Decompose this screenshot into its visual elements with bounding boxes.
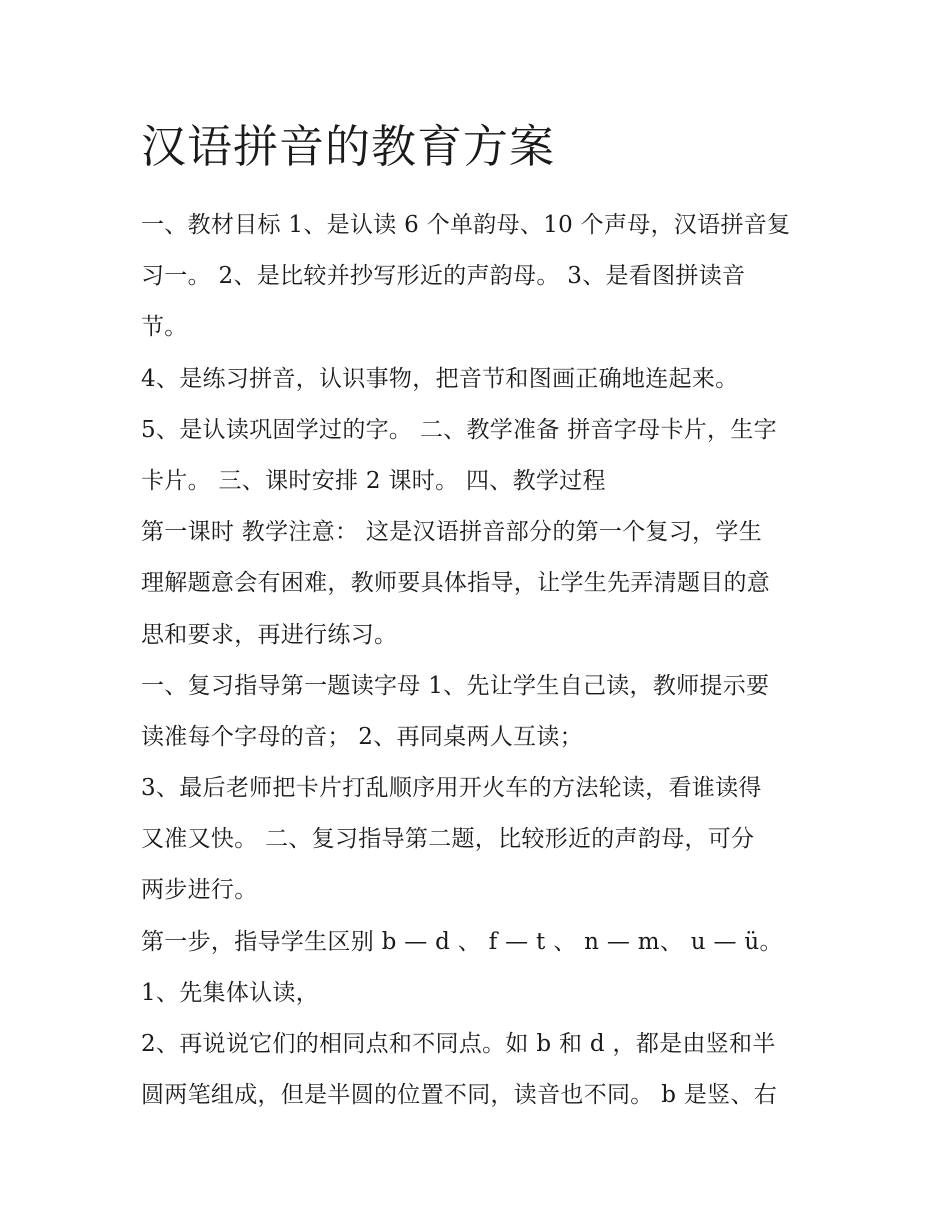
body-line: 习一。 2、是比较并抄写形近的声韵母。 3、是看图拼读音 [141,263,746,290]
body-line: 2、再说说它们的相同点和不同点。如 b 和 d ，都是由竖和半 [141,1031,776,1057]
body-line: 一、复习指导第一题读字母 1、先让学生自己读，教师提示要 [141,672,770,699]
body-line: 3、最后老师把卡片打乱顺序用开火车的方法轮读，看谁读得 [141,775,762,802]
document-body [141,200,821,1121]
body-line: 1、先集体认读， [141,979,320,1006]
body-line: 第一课时 教学注意： 这是汉语拼音部分的第一个复习，学生 [141,519,763,546]
body-line: 节。 [141,314,188,341]
body-line: 第一步，指导学生区别 b — d 、 f — t 、 n — m、 u — ü。 [141,928,783,955]
body-line: 读准每个字母的音； 2、再同桌两人互读； [141,723,583,750]
body-line: 4、是练习拼音，认识事物，把音节和图画正确地连起来。 [141,365,739,392]
body-line: 又准又快。 二、复习指导第二题，比较形近的声韵母，可分 [141,826,755,853]
body-line: 一、教材目标 1、是认读 6 个单韵母、10 个声母，汉语拼音复 [141,212,791,238]
body-line: 卡片。 三、课时安排 2 课时。 四、教学过程 [141,467,606,494]
document-title: 汉语拼音的教育方案 [141,120,556,173]
body-line: 两步进行。 [141,877,258,904]
body-line: 5、是认读巩固学过的字。 二、教学准备 拼音字母卡片，生字 [141,416,777,443]
body-line: 圆两笔组成，但是半圆的位置不同，读音也不同。 b 是竖、右 [141,1082,778,1109]
body-line: 理解题意会有困难，教师要具体指导，让学生先弄清题目的意 [141,570,771,597]
body-line: 思和要求，再进行练习。 [141,621,398,648]
